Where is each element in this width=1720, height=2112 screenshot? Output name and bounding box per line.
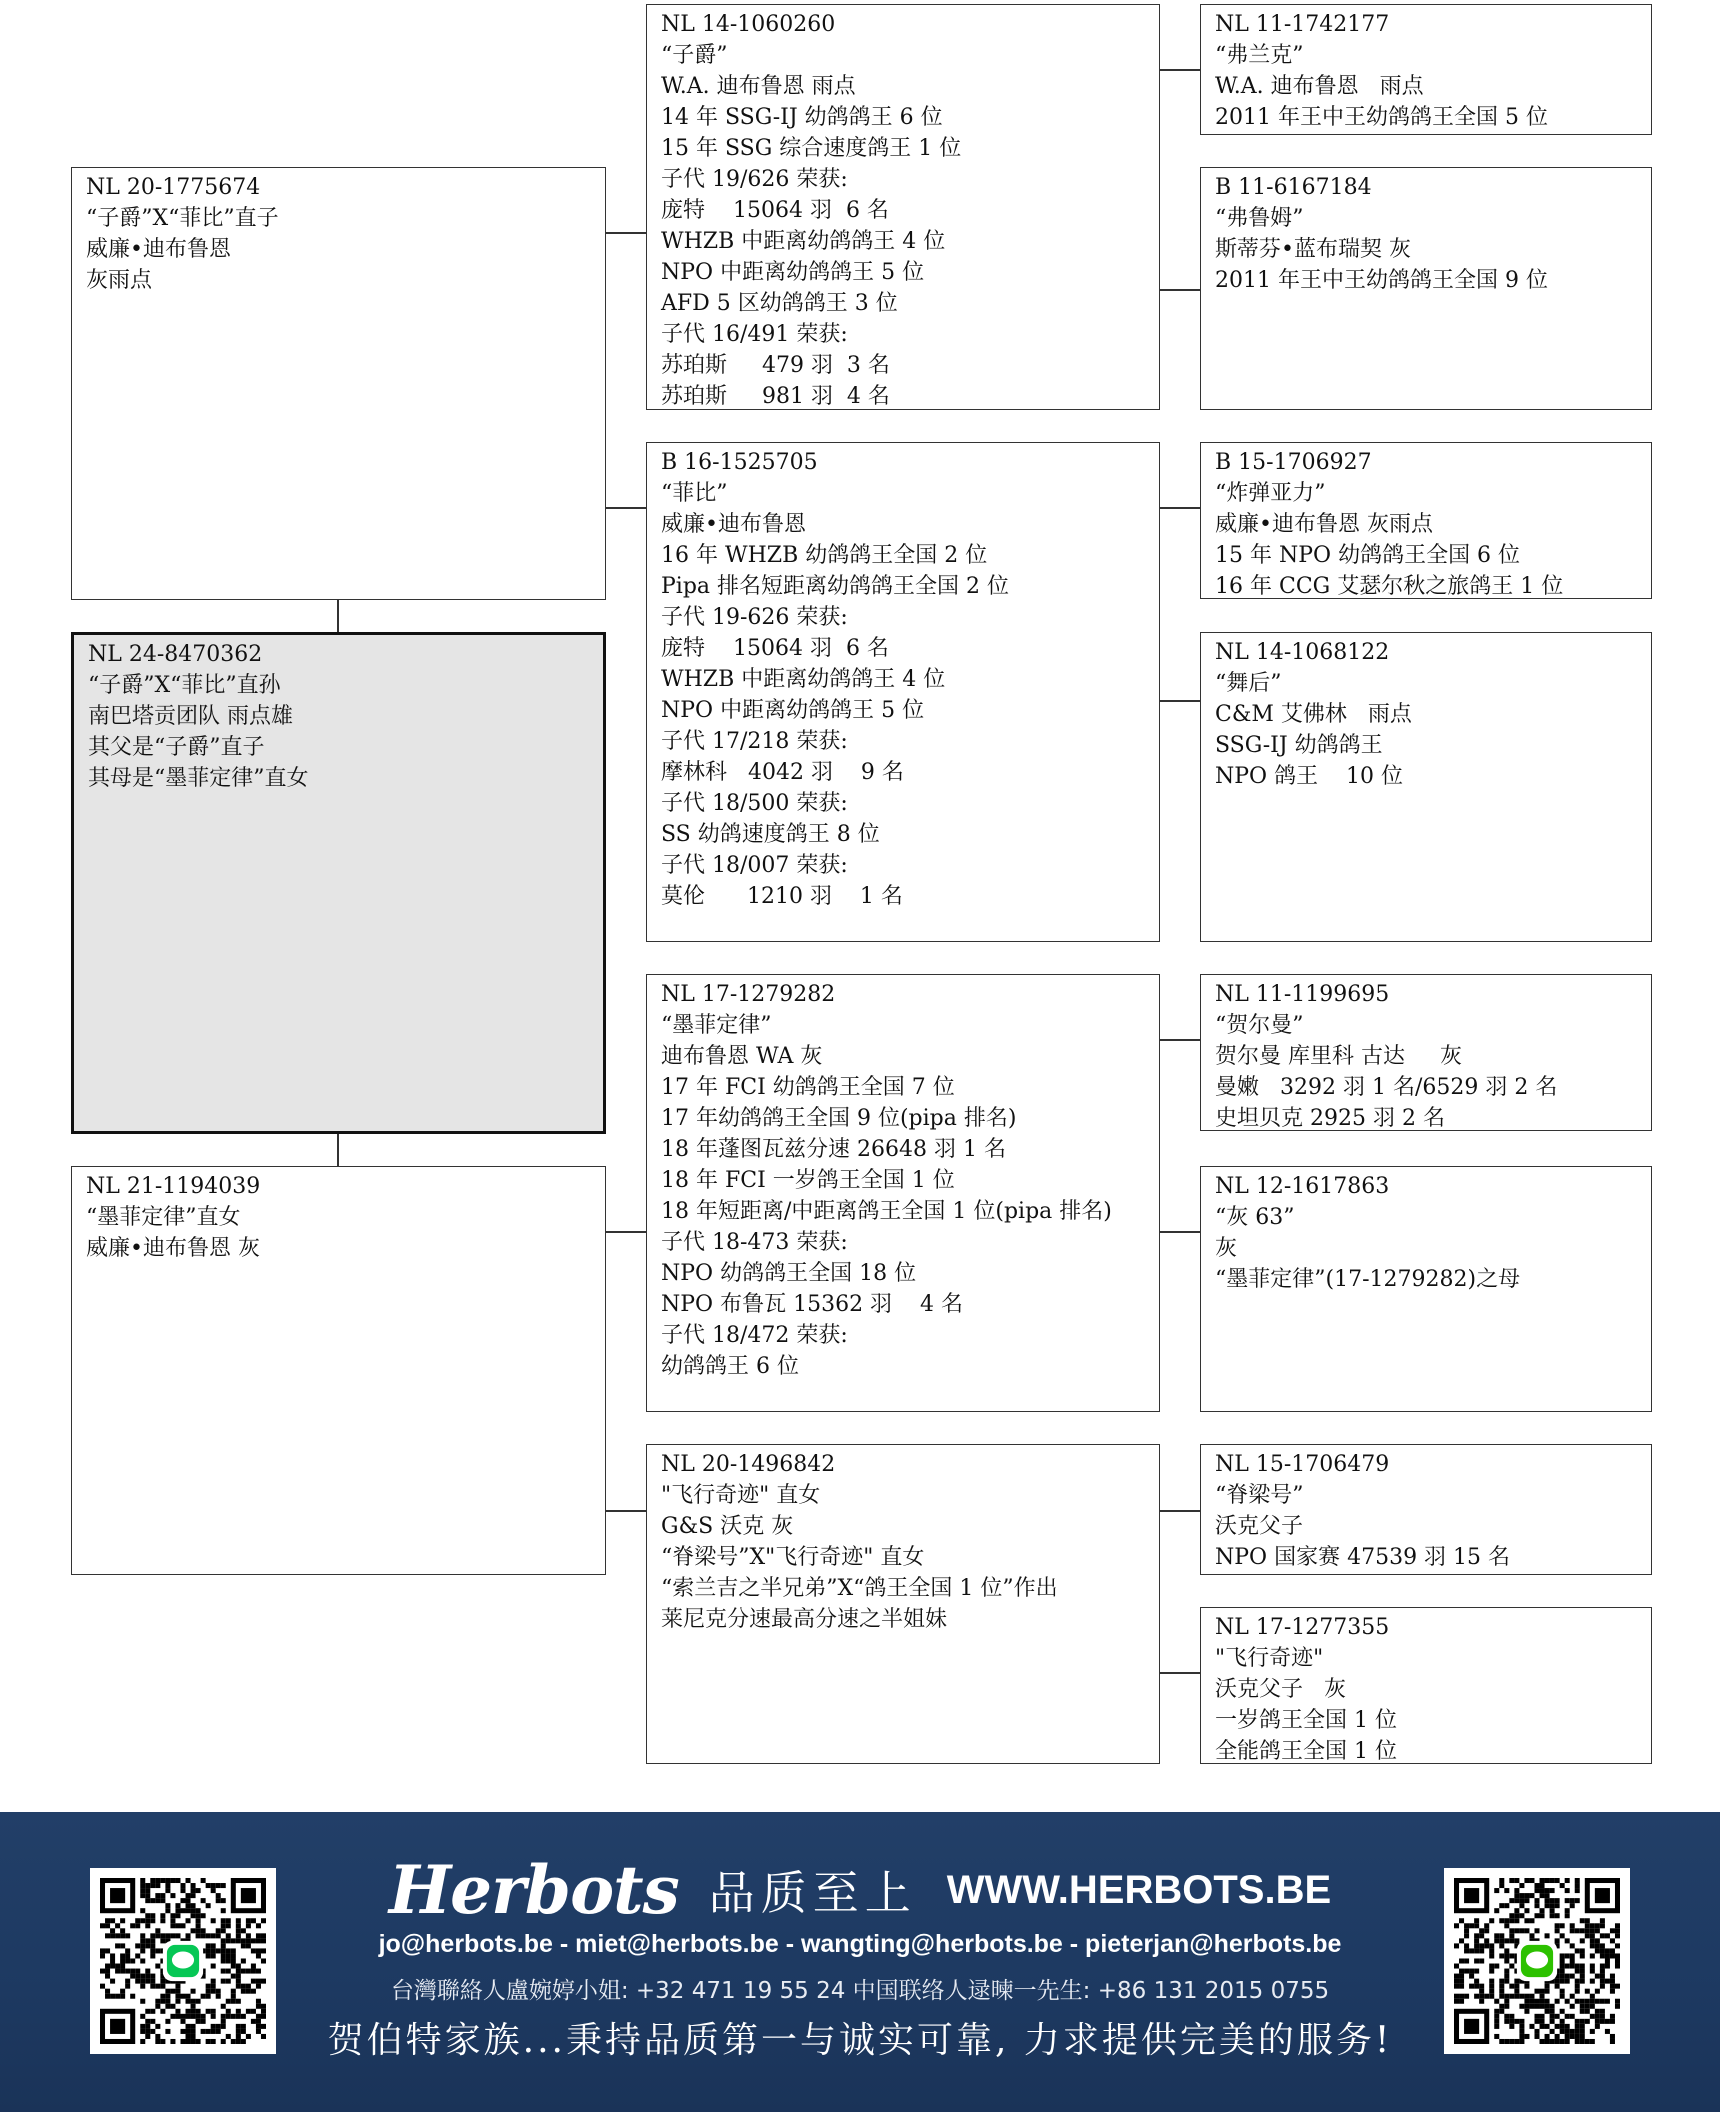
connector-line — [1160, 69, 1200, 71]
card-line: 灰雨点 — [86, 268, 153, 293]
ring-number: NL 17-1277355 — [1215, 1615, 1390, 1640]
ring-number: NL 24-8470362 — [88, 642, 263, 667]
card-line: "飞行奇迹" 直女 — [661, 1483, 821, 1508]
line-qr-code[interactable] — [90, 1868, 276, 2054]
ring-number: NL 11-1199695 — [1215, 982, 1390, 1007]
card-line: 全能鸽王全国 1 位 — [1215, 1739, 1397, 1764]
card-line: 威廉•迪布鲁恩 灰 — [86, 1236, 260, 1261]
wechat-qr-code[interactable] — [1444, 1868, 1630, 2054]
connector-line — [606, 1510, 646, 1512]
ring-number: NL 14-1068122 — [1215, 640, 1390, 665]
card-line: NPO 幼鸽鸽王全国 18 位 — [661, 1261, 917, 1286]
card-line: 16 年 WHZB 幼鸽鸽王全国 2 位 — [661, 543, 988, 568]
card-line: C&M 艾佛林 雨点 — [1215, 702, 1412, 727]
card-line: NPO 中距离幼鸽鸽王 5 位 — [661, 698, 925, 723]
card-line: 2011 年王中王幼鸽鸽王全国 9 位 — [1215, 268, 1548, 293]
subject-card — [71, 632, 606, 1134]
card-line: SS 幼鸽速度鸽王 8 位 — [661, 822, 880, 847]
dam-dam-card — [646, 1444, 1160, 1764]
ring-number: B 15-1706927 — [1215, 450, 1372, 475]
card-line: 莱尼克分速最高分速之半姐妹 — [661, 1607, 948, 1632]
card-line: 威廉•迪布鲁恩 — [661, 512, 806, 537]
card-line: 15 年 NPO 幼鸽鸽王全国 6 位 — [1215, 543, 1521, 568]
card-line: 17 年幼鸽鸽王全国 9 位(pipa 排名) — [661, 1106, 1017, 1131]
card-line: 子代 18-473 荣获: — [661, 1230, 848, 1255]
ring-number: NL 15-1706479 — [1215, 1452, 1390, 1477]
card-line: NPO 布鲁瓦 15362 羽 4 名 — [661, 1292, 964, 1317]
card-line: 17 年 FCI 幼鸽鸽王全国 7 位 — [661, 1075, 955, 1100]
card-line: “子爵” — [661, 43, 728, 68]
card-line: NPO 国家赛 47539 羽 15 名 — [1215, 1545, 1511, 1570]
card-line: 沃克父子 — [1215, 1514, 1304, 1539]
sire-sire-card — [646, 4, 1160, 410]
card-line: NPO 中距离幼鸽鸽王 5 位 — [661, 260, 925, 285]
card-line: “墨菲定律”直女 — [86, 1205, 241, 1230]
sire-dam-card — [646, 442, 1160, 942]
card-line: 庞特 15064 羽 6 名 — [661, 636, 889, 661]
contact-phones: 台灣聯絡人盧婉婷小姐: +32 471 19 55 24 中国联络人逯暕一先生: +86 131 2015 0755 — [390, 1978, 1330, 2004]
card-line: “墨菲定律” — [661, 1013, 772, 1038]
card-line: 曼嫩 3292 羽 1 名/6529 羽 2 名 — [1215, 1075, 1558, 1100]
card-line: “灰 63” — [1215, 1205, 1295, 1230]
connector-line — [1160, 1039, 1200, 1041]
card-line: “子爵”X“菲比”直孙 — [88, 673, 281, 698]
card-line: 灰 — [1215, 1236, 1238, 1261]
card-line: 南巴塔贡团队 雨点雄 — [88, 704, 293, 729]
card-line: 15 年 SSG 综合速度鸽王 1 位 — [661, 136, 962, 161]
card-line: 子代 19/626 荣获: — [661, 167, 848, 192]
ring-number: B 16-1525705 — [661, 450, 818, 475]
card-line: 2011 年王中王幼鸽鸽王全国 5 位 — [1215, 105, 1548, 130]
ring-number: B 11-6167184 — [1215, 175, 1372, 200]
ring-number: NL 12-1617863 — [1215, 1174, 1390, 1199]
ring-number: NL 14-1060260 — [661, 12, 836, 37]
card-line: “弗鲁姆” — [1215, 206, 1304, 231]
ring-number: NL 20-1775674 — [86, 175, 261, 200]
card-line: 其父是“子爵”直子 — [88, 735, 265, 760]
dd-dam-card — [1200, 1607, 1652, 1764]
dam-sire-card — [646, 974, 1160, 1412]
card-line: “脊梁号”X"飞行奇迹" 直女 — [661, 1545, 925, 1570]
card-line: 子代 19-626 荣获: — [661, 605, 848, 630]
card-line: 14 年 SSG-IJ 幼鸽鸽王 6 位 — [661, 105, 943, 130]
card-line: “贺尔曼” — [1215, 1013, 1304, 1038]
card-line: 贺尔曼 库里科 古达 灰 — [1215, 1044, 1462, 1069]
card-line: “墨菲定律”(17-1279282)之母 — [1215, 1267, 1521, 1292]
website-link[interactable]: WWW.HERBOTS.BE — [946, 1867, 1332, 1912]
sd-sire-card — [1200, 442, 1652, 599]
ds-sire-card — [1200, 974, 1652, 1131]
card-line: 其母是“墨菲定律”直女 — [88, 766, 309, 791]
dd-sire-card — [1200, 1444, 1652, 1575]
card-line: 子代 17/218 荣获: — [661, 729, 848, 754]
card-line: 莫伦 1210 羽 1 名 — [661, 884, 903, 909]
card-line: 18 年短距离/中距离鸽王全国 1 位(pipa 排名) — [661, 1199, 1112, 1224]
ss-sire-card — [1200, 4, 1652, 135]
card-line: W.A. 迪布鲁恩 雨点 — [1215, 74, 1424, 99]
card-line: G&S 沃克 灰 — [661, 1514, 794, 1539]
connector-line — [1160, 507, 1200, 509]
card-line: AFD 5 区幼鸽鸽王 3 位 — [661, 291, 898, 316]
card-line: NPO 鸽王 10 位 — [1215, 764, 1404, 789]
connector-line — [606, 1231, 646, 1233]
connector-line — [1160, 700, 1200, 702]
card-line: Pipa 排名短距离幼鸽鸽王全国 2 位 — [661, 574, 1010, 599]
sd-dam-card — [1200, 632, 1652, 942]
connector-line — [337, 1134, 339, 1166]
line-icon — [163, 1941, 203, 1981]
dam-card — [71, 1166, 606, 1575]
card-line: WHZB 中距离幼鸽鸽王 4 位 — [661, 229, 946, 254]
card-line: 庞特 15064 羽 6 名 — [661, 198, 889, 223]
wechat-icon — [1517, 1941, 1557, 1981]
slogan: 品质至上 — [708, 1866, 917, 1920]
footer-banner — [0, 1812, 1720, 2112]
card-line: W.A. 迪布鲁恩 雨点 — [661, 74, 856, 99]
card-line: 16 年 CCG 艾瑟尔秋之旅鸽王 1 位 — [1215, 574, 1564, 599]
card-line: 子代 18/500 荣获: — [661, 791, 848, 816]
card-line: “菲比” — [661, 481, 728, 506]
line-qr-svg — [100, 1878, 266, 2044]
card-line: “弗兰克” — [1215, 43, 1304, 68]
ring-number: NL 21-1194039 — [86, 1174, 261, 1199]
card-line: “舞后” — [1215, 671, 1282, 696]
card-line: 子代 16/491 荣获: — [661, 322, 848, 347]
connector-line — [1160, 1510, 1200, 1512]
wechat-qr-svg — [1454, 1878, 1620, 2044]
card-line: 一岁鸽王全国 1 位 — [1215, 1708, 1397, 1733]
herbots-logo: Herbots — [388, 1851, 679, 1929]
card-line: 史坦贝克 2925 羽 2 名 — [1215, 1106, 1445, 1131]
card-line: 子代 18/472 荣获: — [661, 1323, 848, 1348]
card-line: "飞行奇迹" — [1215, 1646, 1324, 1671]
connector-line — [1160, 1672, 1200, 1674]
connector-line — [606, 507, 646, 509]
card-line: 苏珀斯 479 羽 3 名 — [661, 353, 890, 378]
card-line: 威廉•迪布鲁恩 灰雨点 — [1215, 512, 1433, 537]
card-line: 18 年蓬图瓦兹分速 26648 羽 1 名 — [661, 1137, 1006, 1162]
card-line: “脊梁号” — [1215, 1483, 1304, 1508]
connector-line — [337, 600, 339, 632]
card-line: 幼鸽鸽王 6 位 — [661, 1354, 799, 1379]
ss-dam-card — [1200, 167, 1652, 410]
motto: 贺伯特家族...秉持品质第一与诚实可靠, 力求提供完美的服务! — [327, 2020, 1393, 2061]
card-line: “炸弹亚力” — [1215, 481, 1326, 506]
card-line: 斯蒂芬•蓝布瑞契 灰 — [1215, 237, 1411, 262]
connector-line — [1160, 1231, 1200, 1233]
card-line: 18 年 FCI 一岁鸽王全国 1 位 — [661, 1168, 955, 1193]
card-line: WHZB 中距离幼鸽鸽王 4 位 — [661, 667, 946, 692]
card-line: SSG-IJ 幼鸽鸽王 — [1215, 733, 1383, 758]
email-list[interactable]: jo@herbots.be - miet@herbots.be - wangting@herbots.be - pieterjan@herbots.be — [378, 1930, 1342, 1958]
card-line: “子爵”X“菲比”直子 — [86, 206, 279, 231]
connector-line — [606, 232, 646, 234]
card-line: 迪布鲁恩 WA 灰 — [661, 1044, 823, 1069]
ring-number: NL 11-1742177 — [1215, 12, 1390, 37]
brand-row — [300, 1850, 1420, 1930]
card-line: “索兰吉之半兄弟”X“鸽王全国 1 位”作出 — [661, 1576, 1058, 1601]
ring-number: NL 20-1496842 — [661, 1452, 836, 1477]
connector-line — [1160, 289, 1200, 291]
ds-dam-card — [1200, 1166, 1652, 1412]
sire-card — [71, 167, 606, 600]
card-line: 子代 18/007 荣获: — [661, 853, 848, 878]
ring-number: NL 17-1279282 — [661, 982, 836, 1007]
card-line: 摩林科 4042 羽 9 名 — [661, 760, 904, 785]
card-line: 苏珀斯 981 羽 4 名 — [661, 384, 890, 409]
card-line: 沃克父子 灰 — [1215, 1677, 1346, 1702]
card-line: 威廉•迪布鲁恩 — [86, 237, 231, 262]
